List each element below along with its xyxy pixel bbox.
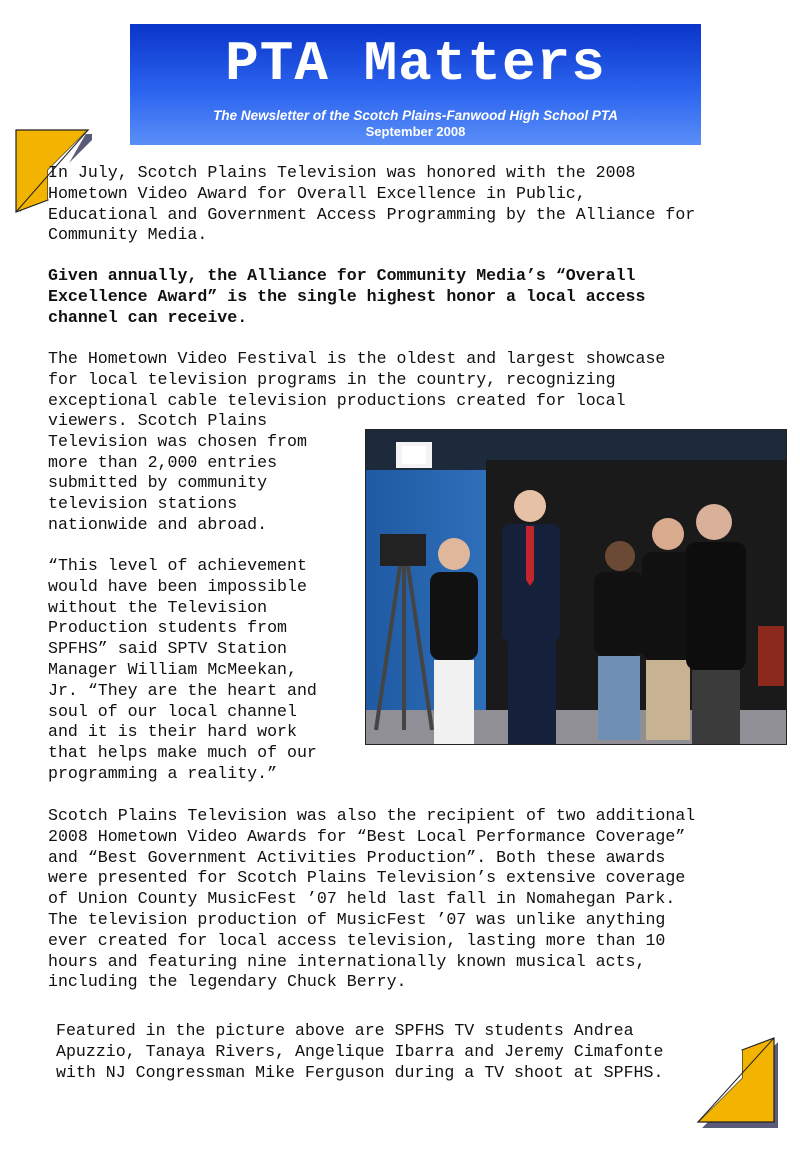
article-paragraph-additional-awards: Scotch Plains Television was also the recipient of two additional 2008 Hometown Video Awards for “Best Local Performance Coverage” and “Best Government Activities Production”. Both these awards were presented for Scotch Plains Television’s extensive coverage of Union County MusicFest ’07 held last fall in Nomahegan Park. The television production of MusicFest ’07 was unlike anything ever created for local access television, lasting more than 10 hours and featuring nine internationally known musical acts, including the legendary Chuck Berry. (48, 806, 696, 992)
newsletter-date: September 2008 (365, 124, 466, 139)
article-paragraph-highlight: Given annually, the Alliance for Community Media’s “Overall Excellence Award” is the single highest honor a local access channel can receive. (48, 266, 646, 327)
tv-studio-photo-illustration (366, 430, 787, 745)
newsletter-subtitle: The Newsletter of the Scotch Plains-Fanwood High School PTA (213, 108, 618, 123)
corner-ornament-bottom-right (694, 1036, 780, 1130)
article-paragraph-intro: In July, Scotch Plains Television was honored with the 2008 Hometown Video Award for Overall Excellence in Public, Educational and Government Access Programming by the Alliance for Community Media. (48, 163, 696, 245)
photo-caption: Featured in the picture above are SPFHS TV students Andrea Apuzzio, Tanaya Rivers, Angelique Ibarra and Jeremy Cimafonte with NJ Congressman Mike Ferguson during a TV shoot at SPFHS. (56, 1021, 664, 1082)
newsletter-title: PTA Matters (225, 32, 606, 96)
newsletter-masthead (130, 24, 701, 145)
article-quote: “This level of achievement would have been impossible without the Television Production students from SPFHS” said SPTV Station Manager William McMeekan, Jr. “They are the heart and soul of our local channel and it is their hard work that helps make much of our programming a reality.” (48, 556, 317, 783)
tv-studio-photo (365, 429, 787, 745)
article-paragraph-festival: The Hometown Video Festival is the oldest and largest showcase for local television programs in the country, recognizing exceptional cable television productions created for local (48, 349, 666, 410)
article-paragraph-festival-narrow: viewers. Scotch Plains Television was chosen from more than 2,000 entries submitted by community television stations nationwide and abroad. (48, 411, 307, 534)
